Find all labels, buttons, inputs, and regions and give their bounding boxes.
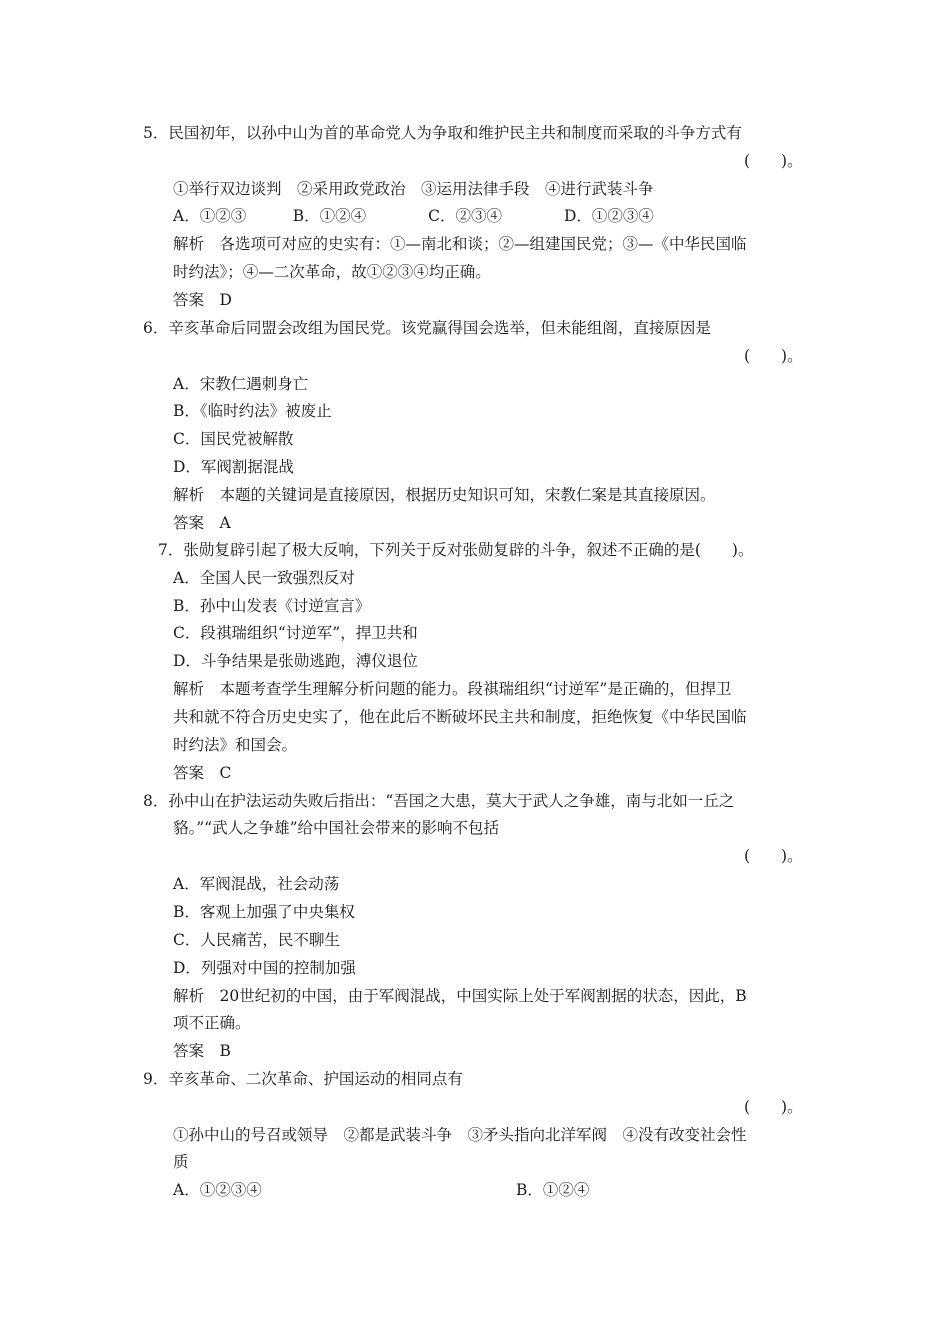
q7-stem: 7．张勋复辟引起了极大反响，下列关于反对张勋复辟的斗争，叙述不正确的是( )。: [158, 541, 754, 559]
q7-analysis-line-3: 时约法》和国会。: [173, 736, 298, 754]
q8-answer: 答案 B: [173, 1042, 231, 1060]
q8-option-a: A．军阀混战，社会动荡: [173, 875, 340, 893]
q7-analysis-line-1: 解析 本题考查学生理解分析问题的能力。段祺瑞组织“讨逆军”是正确的，但捍卫: [173, 680, 732, 698]
q5-answer-paren: ( )。: [744, 152, 803, 170]
q9-option-b: B．①②④: [516, 1181, 590, 1199]
q5-items-text: ①举行双边谈判 ②采用政党政治 ③运用法律手段 ④进行武装斗争: [173, 180, 654, 198]
q6-option-b: B．《临时约法》被废止: [173, 402, 332, 420]
q5-analysis-line-2: 时约法》；④—二次革命，故①②③④均正确。: [173, 263, 491, 281]
q8-analysis-line-1: 解析 20世纪初的中国，由于军阀混战，中国实际上处于军阀割据的状态，因此，B: [173, 987, 747, 1005]
q5-items: [173, 178, 654, 200]
q6-stem: 6．辛亥革命后同盟会改组为国民党。该党赢得国会选举，但未能组阁，直接原因是: [143, 319, 711, 337]
q8-stem-line-1: 8．孙中山在护法运动失败后指出：“吾国之大患，莫大于武人之争雄，南与北如一丘之: [143, 792, 735, 810]
q7-option-c: C．段祺瑞组织“讨逆军”，捍卫共和: [173, 624, 418, 642]
q7-option-d: D．斗争结果是张勋逃跑，溥仪退位: [173, 652, 418, 670]
q8-stem-line-2: 貉。”“武人之争雄”给中国社会带来的影响不包括: [173, 819, 500, 837]
q8-option-b: B．客观上加强了中央集权: [173, 903, 355, 921]
q5-analysis-line-1: 解析 各选项可对应的史实有：①—南北和谈；②—组建国民党；③—《中华民国临: [173, 235, 747, 253]
q8-answer-paren: ( )。: [744, 847, 803, 865]
q6-analysis-line-1: 解析 本题的关键词是直接原因，根据历史知识可知，宋教仁案是其直接原因。: [173, 486, 716, 504]
q8-option-d: D．列强对中国的控制加强: [173, 959, 356, 977]
q6-option-d: D．军阀割据混战: [173, 458, 294, 476]
q8-option-c: C．人民痛苦，民不聊生: [173, 931, 340, 949]
q8-analysis-line-2: 项不正确。: [173, 1014, 251, 1032]
q7-analysis-line-2: 共和就不符合历史史实了，他在此后不断破坏民主共和制度，拒绝恢复《中华民国临: [173, 708, 747, 726]
q6-option-c: C．国民党被解散: [173, 430, 294, 448]
q6-answer-paren: ( )。: [744, 347, 803, 365]
q9-items-line-1: ①孙中山的号召或领导 ②都是武装斗争 ③矛头指向北洋军阀 ④没有改变社会性: [173, 1126, 747, 1144]
q5-options: A．①②③ B．①②④ C．②③④ D．①②③④: [173, 207, 654, 225]
q6-answer: 答案 A: [173, 514, 231, 532]
q9-stem: 9．辛亥革命、二次革命、护国运动的相同点有: [143, 1070, 463, 1088]
q6-option-a: A．宋教仁遇刺身亡: [173, 375, 309, 393]
q9-items-line-2: 质: [173, 1153, 189, 1171]
q5-stem: 5．民国初年，以孙中山为首的革命党人为争取和维护民主共和制度而采取的斗争方式有: [143, 124, 742, 142]
q5-answer: 答案 D: [173, 291, 232, 309]
q7-answer: 答案 C: [173, 764, 232, 782]
q7-option-b: B．孙中山发表《讨逆宣言》: [173, 597, 371, 615]
q7-option-a: A．全国人民一致强烈反对: [173, 569, 355, 587]
q9-option-a: A．①②③④: [173, 1181, 262, 1199]
q9-answer-paren: ( )。: [744, 1098, 803, 1116]
